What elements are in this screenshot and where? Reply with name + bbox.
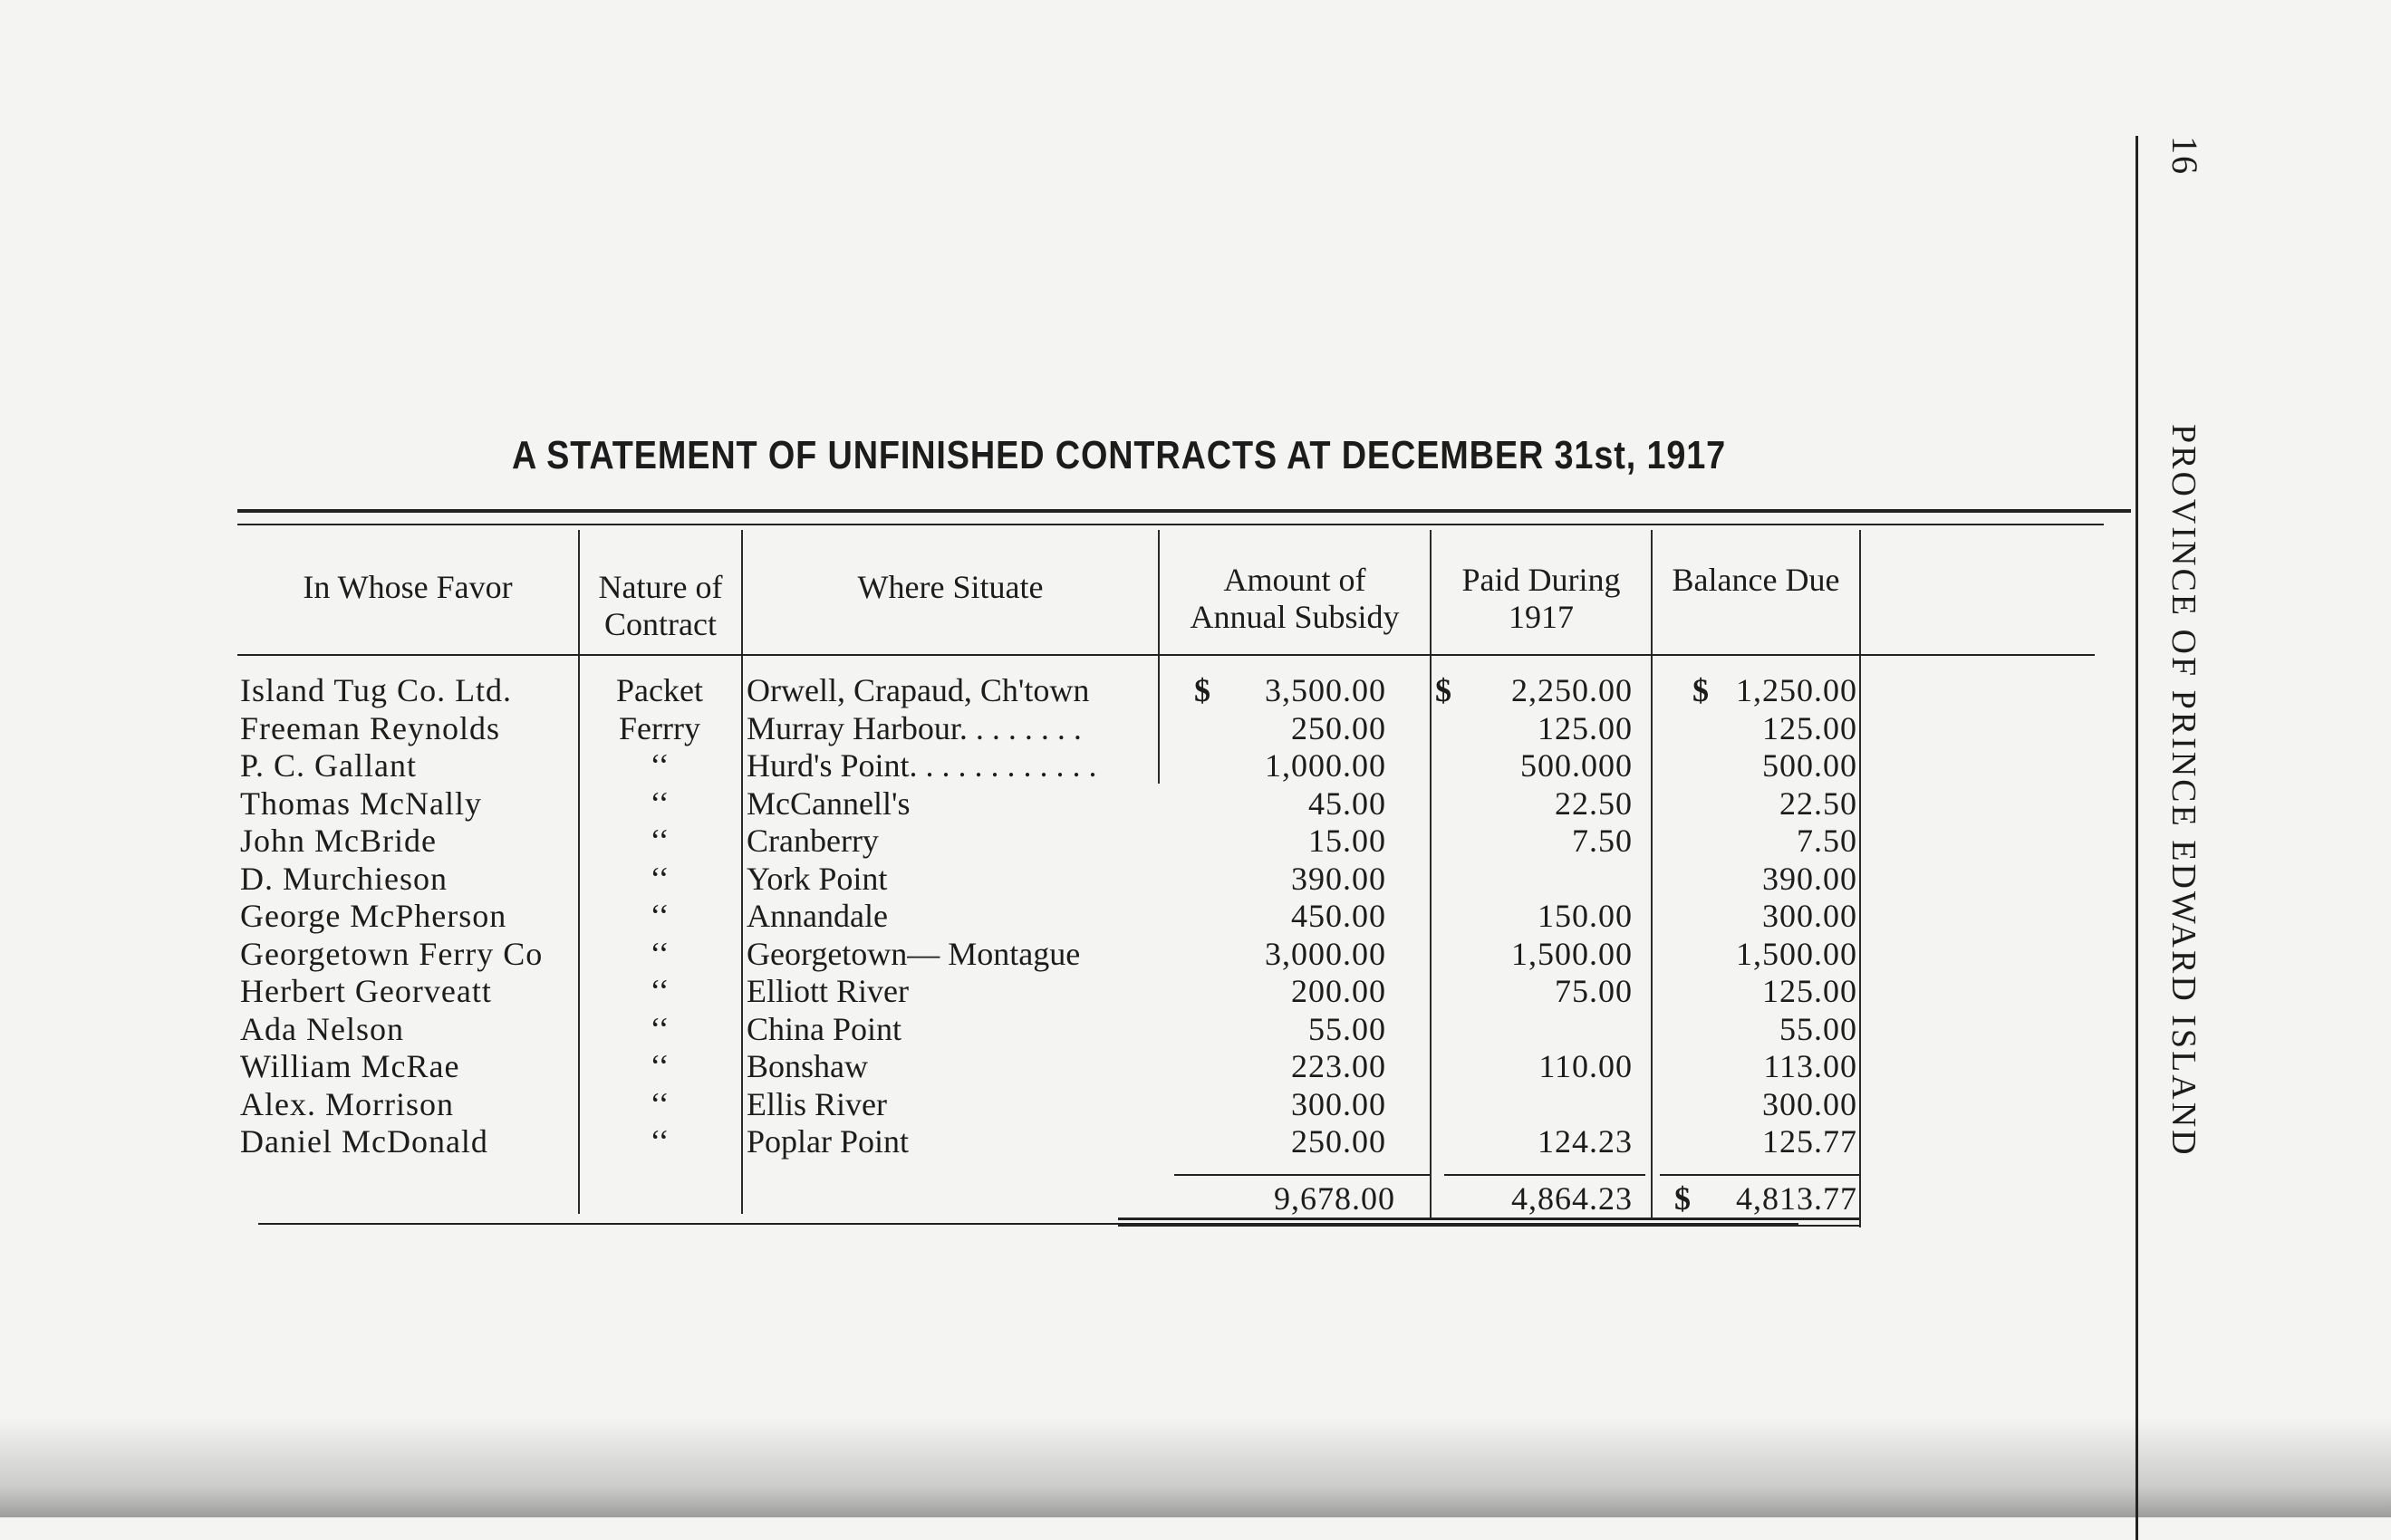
cell-nature: Ferrry (619, 709, 700, 746)
cell-amount: 1,000.00 (1265, 747, 1386, 784)
cell-situate: Georgetown— Montague (747, 935, 1081, 972)
cell-nature: ‘‘ (650, 1010, 670, 1047)
header-favor-text: In Whose Favor (303, 569, 513, 605)
header-underline (237, 654, 2095, 656)
cell-balance: 125.00 (1762, 973, 1857, 1009)
cell-balance: 125.77 (1762, 1123, 1857, 1160)
cell-favor: D. Murchieson (240, 860, 448, 897)
cell-situate: Orwell, Crapaud, Ch'town (747, 672, 1090, 708)
totals-rule-amount (1174, 1174, 1430, 1176)
cell-favor: Freeman Reynolds (240, 709, 500, 746)
cell-amount: 223.00 (1291, 1048, 1386, 1084)
cell-nature: Packet (616, 672, 703, 708)
cell-balance: 22.50 (1779, 784, 1857, 822)
document-title: A STATEMENT OF UNFINISHED CONTRACTS AT DECEMBER 31st, 1917 (512, 433, 1727, 477)
cell-paid: 22.50 (1555, 784, 1633, 822)
cell-situate: China Point (747, 1010, 902, 1047)
bottom-rule-right-thin (1118, 1225, 1859, 1227)
cell-paid: 110.00 (1538, 1048, 1633, 1084)
cell-balance: 1,500.00 (1736, 935, 1857, 972)
cell-balance: 300.00 (1762, 1085, 1857, 1122)
cell-balance: 55.00 (1779, 1010, 1857, 1047)
cell-nature: ‘‘ (650, 784, 670, 822)
cell-nature: ‘‘ (650, 1048, 670, 1084)
cell-amount: 200.00 (1291, 973, 1386, 1009)
cell-situate: Bonshaw (747, 1048, 868, 1084)
cell-amount: 450.00 (1291, 898, 1386, 934)
cell-favor: Island Tug Co. Ltd. (240, 672, 513, 708)
totals-rule-paid (1444, 1174, 1645, 1176)
cell-favor: Daniel McDonald (240, 1123, 488, 1160)
cell-balance: 1,250.00 (1736, 672, 1857, 708)
cell-nature: ‘‘ (650, 747, 670, 784)
currency-symbol-paid: $ (1435, 672, 1451, 708)
cell-balance: 390.00 (1762, 860, 1857, 897)
header-amount-line2: Annual Subsidy (1190, 599, 1400, 635)
cell-situate: McCannell's (747, 784, 911, 822)
header-nature-line2: Contract (604, 606, 717, 642)
cell-paid: 1,500.00 (1511, 935, 1633, 972)
cell-favor: Thomas McNally (240, 784, 482, 822)
cell-favor: P. C. Gallant (240, 747, 418, 784)
cell-favor: Ada Nelson (240, 1010, 404, 1047)
bottom-rule-right-thick (1118, 1218, 1859, 1220)
cell-balance: 300.00 (1762, 898, 1857, 934)
header-amount-of-annual-subsidy (1160, 562, 1430, 636)
header-situate-text: Where Situate (857, 569, 1044, 605)
cell-paid: 150.00 (1538, 898, 1633, 934)
cell-nature: ‘‘ (650, 1123, 670, 1160)
page-bottom-shadow (0, 1418, 2391, 1517)
margin-rule (2136, 136, 2138, 1540)
cell-paid: 500.000 (1520, 747, 1633, 784)
cell-situate: Murray Harbour. . . . . . . . (747, 709, 1082, 746)
cell-situate: Elliott River (747, 973, 909, 1009)
cell-nature: ‘‘ (650, 1085, 670, 1122)
cell-favor: Alex. Morrison (240, 1085, 454, 1122)
cell-favor: Herbert Georveatt (240, 973, 492, 1009)
currency-symbol-amount: $ (1194, 672, 1210, 708)
cell-amount: 250.00 (1291, 709, 1386, 746)
total-balance: 4,813.77 (1736, 1180, 1857, 1217)
header-amount-line1: Amount of (1223, 562, 1366, 598)
cell-paid: 75.00 (1555, 973, 1633, 1009)
running-header: PROVINCE OF PRINCE EDWARD ISLAND (2164, 424, 2203, 1158)
header-balance-due (1653, 562, 1859, 599)
cell-balance: 113.00 (1763, 1048, 1857, 1084)
currency-symbol-balance: $ (1692, 672, 1709, 708)
cell-situate: Annandale (747, 898, 888, 934)
cell-favor: William McRae (240, 1048, 460, 1084)
cell-amount: 3,000.00 (1265, 935, 1386, 972)
header-paid-line1: Paid During (1461, 562, 1621, 598)
cell-situate: York Point (747, 860, 888, 897)
cell-favor: John McBride (240, 823, 437, 859)
col-divider-nature (741, 530, 743, 1214)
top-rule-thick (237, 509, 2131, 513)
cell-paid: 125.00 (1538, 709, 1633, 746)
top-rule-thin (237, 524, 2104, 525)
page-number: 16 (2164, 136, 2205, 176)
header-nature-line1: Nature of (598, 569, 723, 605)
cell-balance: 125.00 (1762, 709, 1857, 746)
cell-nature: ‘‘ (650, 860, 670, 897)
cell-situate: Cranberry (747, 823, 879, 859)
total-amount: 9,678.00 (1274, 1180, 1395, 1217)
cell-nature: ‘‘ (650, 898, 670, 934)
col-divider-paid (1651, 530, 1653, 1218)
cell-amount: 300.00 (1291, 1085, 1386, 1122)
cell-amount: 3,500.00 (1265, 672, 1386, 708)
total-paid: 4,864.23 (1511, 1180, 1633, 1217)
cell-paid: 2,250.00 (1511, 672, 1633, 708)
total-balance-currency: $ (1674, 1180, 1692, 1217)
cell-situate: Hurd's Point. . . . . . . . . . . . (747, 747, 1097, 784)
cell-nature: ‘‘ (650, 973, 670, 1009)
header-balance-text: Balance Due (1672, 562, 1840, 598)
cell-situate: Ellis River (747, 1085, 887, 1122)
cell-balance: 500.00 (1762, 747, 1857, 784)
cell-amount: 55.00 (1308, 1010, 1386, 1047)
cell-amount: 390.00 (1291, 860, 1386, 897)
cell-balance: 7.50 (1797, 823, 1857, 859)
cell-paid: 7.50 (1572, 823, 1633, 859)
cell-paid: 124.23 (1538, 1123, 1633, 1160)
cell-nature: ‘‘ (650, 823, 670, 859)
cell-amount: 250.00 (1291, 1123, 1386, 1160)
header-where-situate (743, 569, 1158, 606)
header-in-whose-favor (237, 569, 578, 606)
cell-amount: 45.00 (1308, 784, 1386, 822)
header-paid-line2: 1917 (1509, 599, 1574, 635)
cell-favor: George McPherson (240, 898, 507, 934)
col-divider-balance (1859, 530, 1861, 1227)
cell-favor: Georgetown Ferry Co (240, 935, 544, 972)
cell-nature: ‘‘ (650, 935, 670, 972)
cell-amount: 15.00 (1308, 823, 1386, 859)
totals-rule-balance (1660, 1174, 1859, 1176)
header-paid-during-1917 (1432, 562, 1651, 636)
cell-situate: Poplar Point (747, 1123, 910, 1160)
header-nature-of-contract (580, 569, 741, 643)
